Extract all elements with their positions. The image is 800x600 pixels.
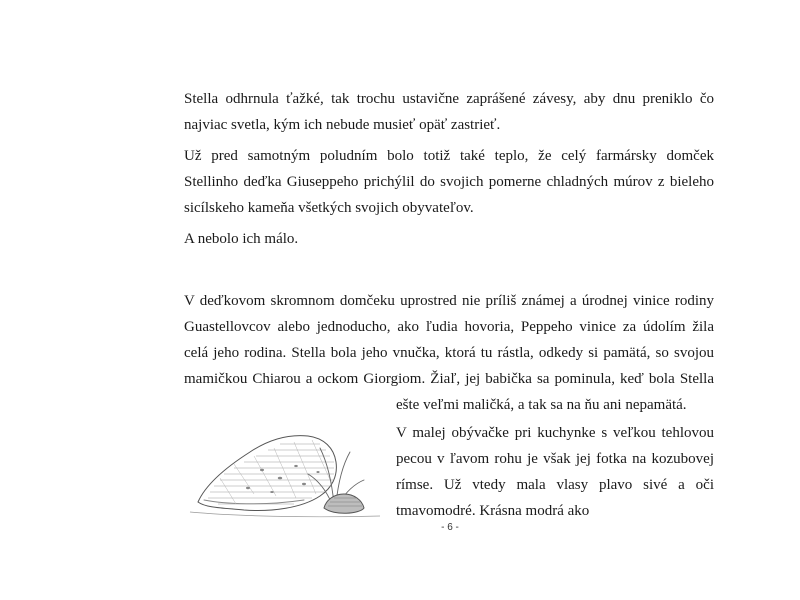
text-line: Už pred samotným poludním bolo totiž také teplo, že celý farmársky domček (184, 148, 714, 164)
text-line: celá jeho rodina. Stella bola jeho vnučka, ktorá tu rástla, odkedy si pamätá, so svojou (184, 345, 714, 361)
text-line: Guastellovcov alebo jednoducho, ako ľudia hovoria, Peppeho vinice za údolím žila (184, 319, 714, 335)
text-line: V malej obývačke pri kuchynke s veľkou tehlovou (396, 425, 714, 441)
paragraph-1 (184, 86, 714, 138)
paragraph-5 (396, 420, 714, 524)
text-line: A nebolo ich málo. (184, 231, 299, 247)
text-line: najviac svetla, kým ich nebude musieť opäť zastrieť. (184, 117, 501, 133)
text-line: tmavomodré. Krásna modrá ako (396, 503, 590, 519)
paragraph-4-continuation (396, 392, 714, 418)
text-line: ešte veľmi maličká, a tak sa na ňu ani nepamätá. (396, 397, 687, 413)
text-line: sicílskeho kameňa všetkých svojich obyvateľov. (184, 200, 474, 216)
text-line: Stella odhrnula ťažké, tak trochu ustavične zaprášené závesy, aby dnu preniklo čo (184, 91, 714, 107)
page-number: - 6 - (441, 522, 459, 533)
paragraph-2 (184, 143, 714, 221)
text-line: pecou v ľavom rohu je však jej fotka na kozubovej (396, 451, 714, 467)
text-line: mamičkou Chiarou a ockom Giorgiom. Žiaľ, jej babička sa pominula, keď bola Stella (184, 371, 714, 387)
paragraph-3 (184, 226, 714, 252)
text-line: V deďkovom skromnom domčeku uprostred nie príliš známej a úrodnej vinice rodiny (184, 293, 714, 309)
paragraph-4 (184, 288, 714, 392)
text-line: Stellinho deďka Giuseppeho prichýlil do svojich pomerne chladných múrov z bieleho (184, 174, 714, 190)
pencil-sketch-rock-icon (184, 404, 384, 526)
text-line: rímse. Už vtedy mala vlasy plavo sivé a oči (396, 477, 714, 493)
